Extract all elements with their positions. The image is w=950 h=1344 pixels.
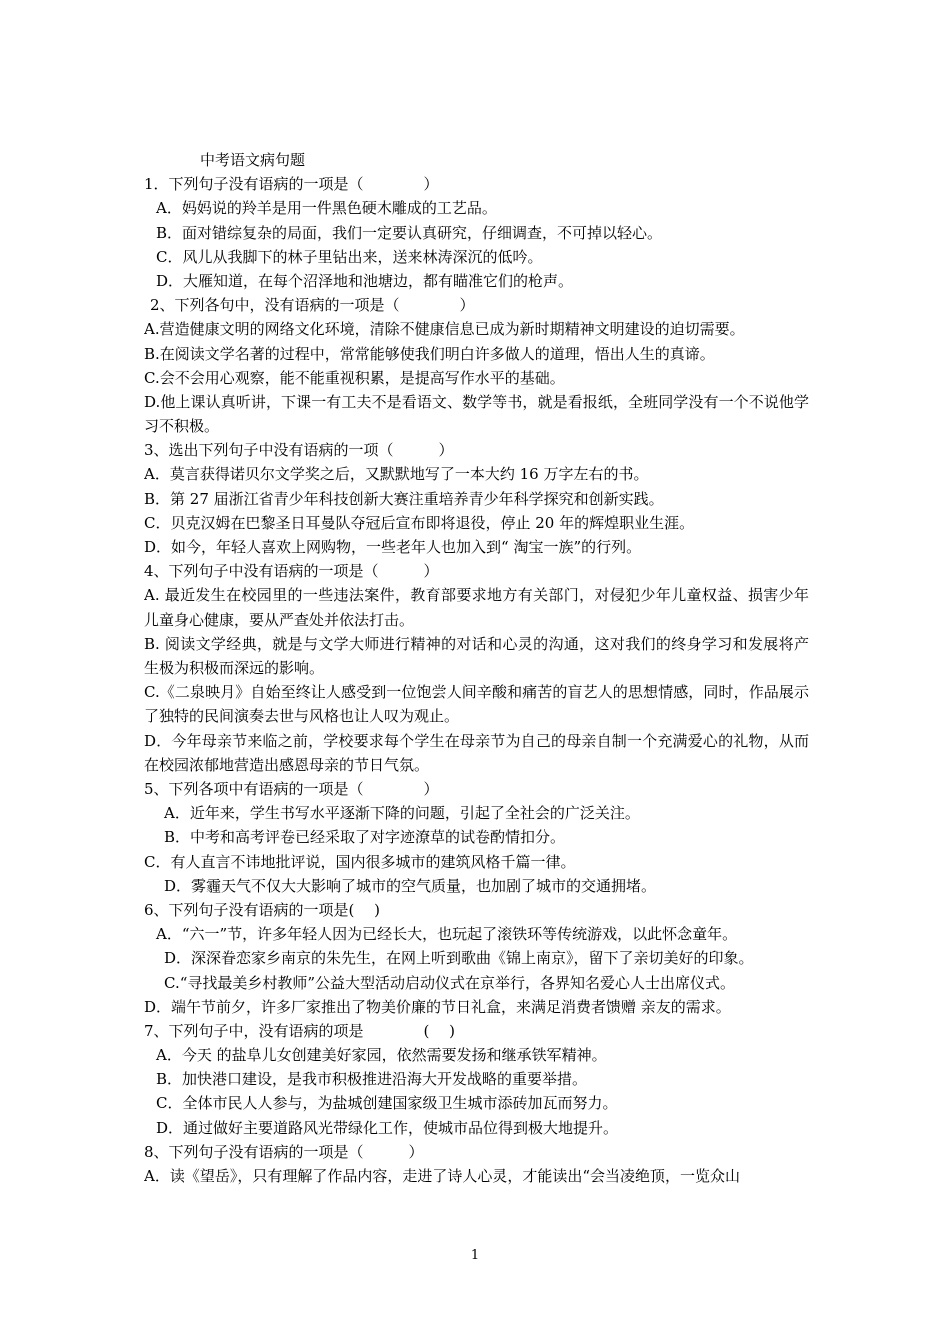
question-1-option-b: B．面对错综复杂的局面，我们一定要认真研究，仔细调查，不可掉以轻心。 xyxy=(156,223,663,242)
question-3-option-c: C．贝克汉姆在巴黎圣日耳曼队夺冠后宣布即将退役，停止 20 年的辉煌职业生涯。 xyxy=(144,513,695,532)
question-6-option-a: A．“六一”节，许多年轻人因为已经长大，也玩起了滚铁环等传统游戏，以此怀念童年。 xyxy=(156,925,738,944)
question-7-option-d: D．通过做好主要道路风光带绿化工作，使城市品位得到极大地提升。 xyxy=(156,1118,619,1137)
question-2-option-d: D.他上课认真听讲，下课一有工夫不是看语文、数学等书，就是看报纸，全班同学没有一个不说他学习不积极。 xyxy=(144,392,809,436)
question-5-option-d: D．雾霾天气不仅大大影响了城市的空气质量，也加剧了城市的交通拥堵。 xyxy=(164,876,657,895)
question-7-stem: 7、下列句子中，没有语病的项是 ( ) xyxy=(144,1021,456,1040)
question-6-option-d: D．端午节前夕，许多厂家推出了物美价廉的节日礼盒，来满足消费者馈赠 亲友的需求。 xyxy=(144,997,731,1016)
question-5-option-a: A．近年来，学生书写水平逐渐下降的问题，引起了全社会的广泛关注。 xyxy=(164,804,640,823)
question-1-option-a: A．妈妈说的羚羊是用一件黑色硬木雕成的工艺品。 xyxy=(156,199,497,218)
question-5-option-c: C．有人直言不讳地批评说，国内很多城市的建筑风格千篇一律。 xyxy=(144,852,576,871)
question-7-option-c: C．全体市民人人参与，为盐城创建国家级卫生城市添砖加瓦而努力。 xyxy=(156,1094,618,1113)
question-3-option-a: A．莫言获得诺贝尔文学奖之后，又默默地写了一本大约 16 万字左右的书。 xyxy=(144,465,649,484)
question-5-stem: 5、下列各项中有语病的一项是（ ） xyxy=(144,780,439,799)
document-title: 中考语文病句题 xyxy=(200,151,306,169)
question-8-stem: 8、下列句子没有语病的一项是（ ） xyxy=(144,1142,424,1161)
question-1-stem: 1．下列句子没有语病的一项是（ ） xyxy=(144,175,439,194)
question-7-option-a: A．今天 的盐阜儿女创建美好家园，依然需要发扬和继承铁军精神。 xyxy=(156,1046,607,1065)
question-2-option-b: B.在阅读文学名著的过程中，常常能够使我们明白许多做人的道理，悟出人生的真谛。 xyxy=(144,344,715,363)
question-8-option-a: A．读《望岳》，只有理解了作品内容，走进了诗人心灵，才能读出“会当凌绝顶，一览众山 xyxy=(144,1167,741,1186)
document-body xyxy=(144,148,809,1188)
question-3-stem: 3、选出下列句子中没有语病的一项（ ） xyxy=(144,441,454,460)
question-2-option-a: A.营造健康文明的网络文化环境，清除不健康信息已成为新时期精神文明建设的迫切需要。 xyxy=(144,320,745,339)
question-1-option-d: D．大雁知道，在每个沼泽地和池塘边，都有瞄准它们的枪声。 xyxy=(156,271,574,290)
question-3-option-d: D．如今，年轻人喜欢上网购物，一些老年人也加入到“ 淘宝一族”的行列。 xyxy=(144,538,642,557)
question-4-stem: 4、下列句子中没有语病的一项是（ ） xyxy=(144,562,439,581)
question-3-option-b: B．第 27 届浙江省青少年科技创新大赛注重培养青少年科学探究和创新实践。 xyxy=(144,489,664,508)
question-5-option-b: B．中考和高考评卷已经采取了对字迹潦草的试卷酌情扣分。 xyxy=(164,828,566,847)
question-2-option-c: C.会不会用心观察，能不能重视积累，是提高写作水平的基础。 xyxy=(144,368,565,387)
question-6-stem: 6、下列句子没有语病的一项是( ) xyxy=(144,900,381,919)
question-4-option-a: A. 最近发生在校园里的一些违法案件，教育部要求地方有关部门，对侵犯少年儿童权益、损害少年儿童身心健康，要从严查处并依法打击。 xyxy=(144,586,809,629)
question-4-option-c: C.《二泉映月》自始至终让人感受到一位饱尝人间辛酸和痛苦的盲艺人的思想情感，同时，作品展示了独特的民间演奏去世与风格也让人叹为观止。 xyxy=(144,683,809,726)
question-6-option-b: D．深深眷恋家乡南京的朱先生，在网上听到歌曲《锦上南京》，留下了亲切美好的印象。 xyxy=(164,949,754,968)
question-1-option-c: C．风儿从我脚下的林子里钻出来，送来林涛深沉的低吟。 xyxy=(156,247,543,266)
page-number: 1 xyxy=(470,1248,480,1263)
question-7-option-b: B．加快港口建设，是我市积极推进沿海大开发战略的重要举措。 xyxy=(156,1070,588,1089)
question-4-option-d: D．今年母亲节来临之前，学校要求每个学生在母亲节为自己的母亲自制一个充满爱心的礼物，从而在校园浓郁地营造出感恩母亲的节日气氛。 xyxy=(144,731,809,774)
question-6-option-c: C.“寻找最美乡村教师”公益大型活动启动仪式在京举行，各界知名爱心人士出席仪式。 xyxy=(164,973,736,992)
question-2-stem: 2、下列各句中，没有语病的一项是（ ） xyxy=(150,296,475,315)
question-4-option-b: B. 阅读文学经典，就是与文学大师进行精神的对话和心灵的沟通，这对我们的终身学习和发展将产生极为积极而深远的影响。 xyxy=(144,634,809,678)
